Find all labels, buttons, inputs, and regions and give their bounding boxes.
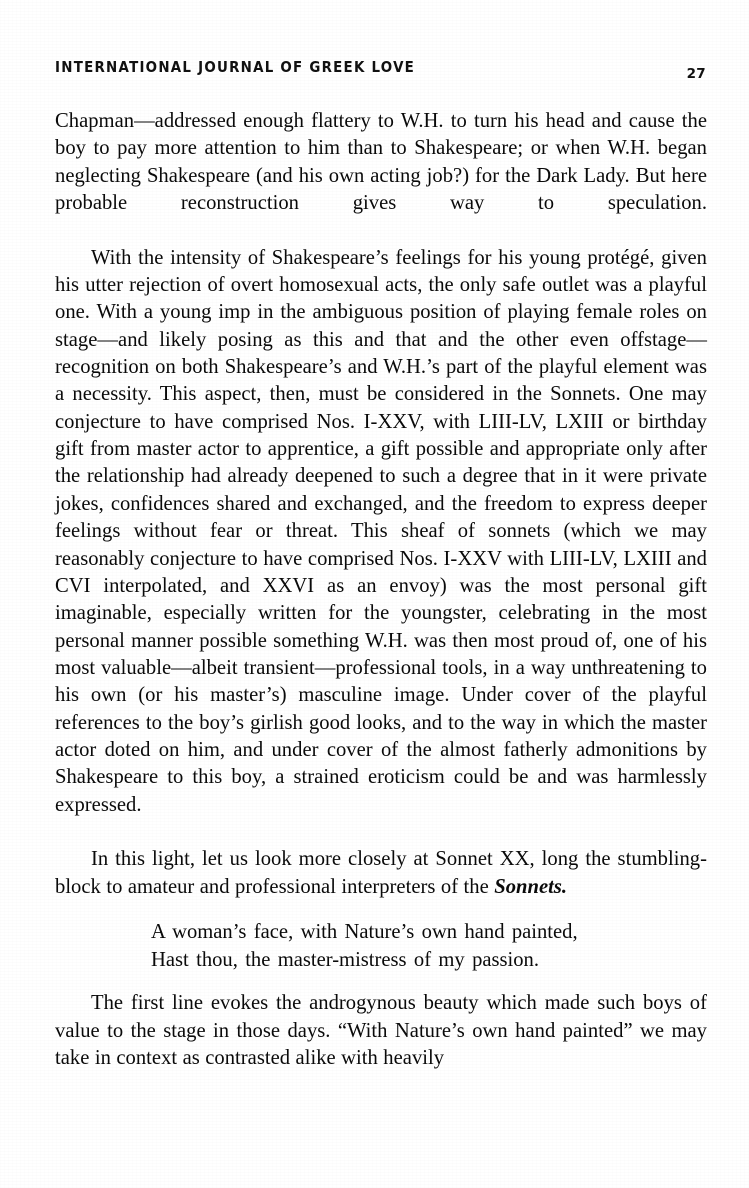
sonnets-italic-title: Sonnets. [494, 875, 568, 898]
page-number: 27 [686, 66, 706, 82]
paragraph-4: The first line evokes the androgynous beauty which made such boys of value to the stage in those days. “With Nature’s own hand painted” we may take in context as contrasted alike with heavily [55, 992, 707, 1069]
paragraph-3 [55, 846, 707, 901]
journal-title: INTERNATIONAL JOURNAL OF GREEK LOVE [55, 60, 416, 77]
verse-spacer-bottom [55, 974, 707, 990]
paragraph-2: With the intensity of Shakespeare’s feelings for his young protégé, given his utter rejection of overt homosexual acts, the only safe outlet was a playful one. With a young imp in the ambiguous position of playing female roles on stage—and likely posing as this and that and the other even offstage—recognition on both Shakespeare’s and W.H.’s part of the playful element was a necessity. This aspect, then, must be considered in the Sonnets. One may conjecture to have comprised Nos. I-XXV, with LIII-LV, LXIII or birthday gift from master actor to apprentice, a gift possible and appropriate only after the relationship had already deepened to such a degree that in it were private jokes, confidences shared and exchanged, and the freedom to express deeper feelings without fear or threat. This sheaf of sonnets (which we may reasonably conjecture to have comprised Nos. I-XXV with LIII-LV, LXIII and CVI interpolated, and XXVI as an envoy) was the most personal gift imaginable, especially written for the youngster, celebrating in the most personal manner possible something W.H. was then most proud of, one of his most valuable—albeit transient—professional tools, in a way unthreatening to his own (or his master’s) masculine image. Under cover of the playful references to the boy’s girlish good looks, and to the way in which the master actor doted on him, and under cover of the almost fatherly admonitions by Shakespeare to this boy, a strained eroticism could be and was harmlessly expressed. [55, 246, 707, 816]
verse-spacer-top [55, 901, 707, 919]
paragraph-1: Chapman—addressed enough flattery to W.H. to turn his head and cause the boy to pay more attention to him than to Shakespeare; or when W.H. began neglecting Shakespeare (and his own acting job?) for the Dark Lady. But here probable reconstruction gives way to speculation. [55, 110, 707, 215]
paragraph-3-text: In this light, let us look more closely at Sonnet XX, long the stumbling-block to amateur and professional interpreters of the [55, 848, 707, 898]
verse-quotation [55, 919, 707, 974]
body-text-block [55, 108, 707, 1072]
verse-line-2: Hast thou, the master-mistress of my passion. [151, 948, 540, 971]
verse-line-1: A woman’s face, with Nature’s own hand painted, [151, 920, 578, 943]
running-head [55, 60, 706, 86]
